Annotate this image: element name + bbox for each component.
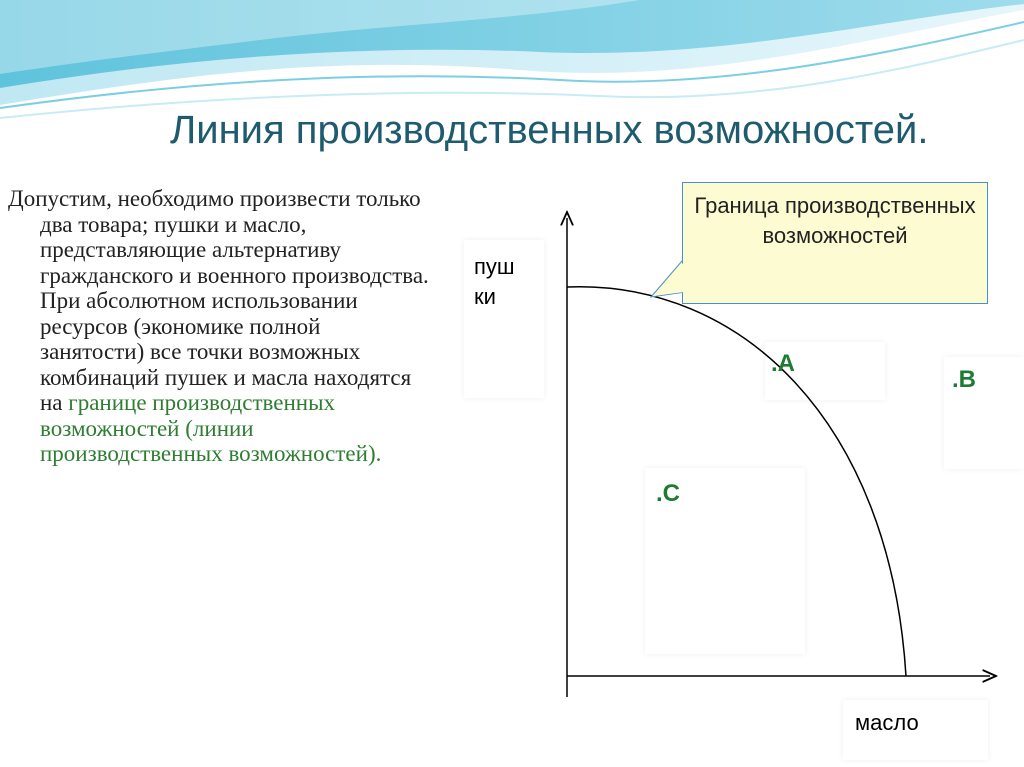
body-text-main: Допустим, необходимо произвести только два товара; пушки и масло, представляющие альтернативу гражданского и военного производства. При абсолютном использовании ресурсов (экономике полной занятости) все точки возможных комбинаций пушек и масла находятся на: [8, 186, 429, 415]
ppf-curve: [567, 287, 906, 676]
point-c-label: .С: [656, 480, 680, 507]
point-a-label: .А: [771, 350, 795, 377]
body-text-highlight: границе производственных возможностей (линии производственных возможностей).: [40, 390, 382, 466]
x-axis-label: масло: [855, 710, 919, 735]
point-b-label: .В: [952, 366, 976, 393]
callout-box: [682, 182, 988, 304]
y-axis-label: пуш ки: [474, 254, 515, 309]
callout-label: Граница производственных возможностей: [694, 193, 976, 248]
slide-title: Линия производственных возможностей.: [170, 108, 929, 152]
